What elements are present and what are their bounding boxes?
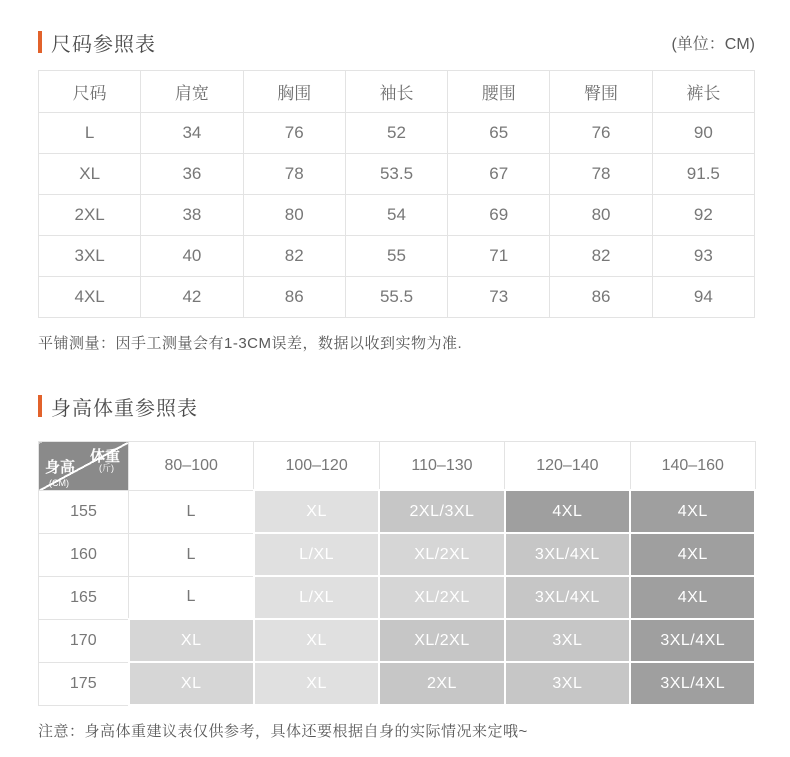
size-column-header: 胸围: [243, 71, 345, 113]
height-label-cell: 160: [39, 533, 129, 576]
measurement-cell: 71: [448, 236, 550, 277]
size-reference-table: [38, 70, 755, 318]
accent-bar-icon: [38, 395, 42, 417]
recommended-size-cell: 4XL: [505, 490, 630, 533]
size-section-header: [38, 28, 755, 56]
recommended-size-cell: L/XL: [254, 576, 379, 619]
measurement-cell: 67: [448, 154, 550, 195]
size-table-row: [39, 113, 755, 154]
measurement-cell: 42: [141, 277, 243, 318]
recommended-size-cell: L: [129, 576, 254, 619]
recommended-size-cell: L: [129, 533, 254, 576]
size-label-cell: L: [39, 113, 141, 154]
measurement-cell: 69: [448, 195, 550, 236]
size-column-header: 尺码: [39, 71, 141, 113]
measurement-cell: 54: [345, 195, 447, 236]
measurement-cell: 92: [652, 195, 754, 236]
measurement-cell: 65: [448, 113, 550, 154]
size-column-header: 臀围: [550, 71, 652, 113]
recommended-size-cell: XL/2XL: [379, 576, 504, 619]
accent-bar-icon: [38, 31, 42, 53]
recommended-size-cell: L/XL: [254, 533, 379, 576]
measurement-cell: 38: [141, 195, 243, 236]
recommended-size-cell: 4XL: [630, 490, 755, 533]
measurement-cell: 82: [550, 236, 652, 277]
measurement-cell: 52: [345, 113, 447, 154]
matrix-row: [39, 490, 756, 533]
measurement-cell: 93: [652, 236, 754, 277]
measurement-cell: 86: [243, 277, 345, 318]
size-table-row: [39, 277, 755, 318]
measurement-cell: 91.5: [652, 154, 754, 195]
matrix-row: [39, 662, 756, 705]
recommended-size-cell: XL: [254, 490, 379, 533]
recommended-size-cell: 3XL/4XL: [630, 619, 755, 662]
size-table-row: [39, 154, 755, 195]
size-label-cell: 3XL: [39, 236, 141, 277]
measurement-cell: 78: [243, 154, 345, 195]
measurement-cell: 86: [550, 277, 652, 318]
measurement-cell: 40: [141, 236, 243, 277]
recommended-size-cell: 2XL/3XL: [379, 490, 504, 533]
recommended-size-cell: 3XL: [505, 619, 630, 662]
matrix-header-row: [39, 442, 756, 491]
height-label-cell: 170: [39, 619, 129, 662]
measurement-cell: 34: [141, 113, 243, 154]
size-column-header: 袖长: [345, 71, 447, 113]
measurement-cell: 36: [141, 154, 243, 195]
height-weight-table: [38, 441, 756, 706]
matrix-row: [39, 533, 756, 576]
recommended-size-cell: XL: [129, 662, 254, 705]
weight-range-header: 120–140: [505, 442, 630, 491]
measurement-cell: 76: [243, 113, 345, 154]
weight-axis-unit: (斤): [99, 463, 114, 473]
matrix-row: [39, 619, 756, 662]
height-axis-unit: (CM): [49, 477, 69, 488]
height-label-cell: 175: [39, 662, 129, 705]
measurement-cell: 90: [652, 113, 754, 154]
size-table-title: 尺码参照表: [51, 33, 156, 56]
measurement-cell: 53.5: [345, 154, 447, 195]
matrix-row: [39, 576, 756, 619]
size-table-row: [39, 195, 755, 236]
advice-note: 注意：身高体重建议表仅供参考，具体还要根据自身的实际情况来定哦~: [38, 723, 528, 740]
recommended-size-cell: 3XL/4XL: [630, 662, 755, 705]
measurement-cell: 78: [550, 154, 652, 195]
weight-range-header: 100–120: [254, 442, 379, 491]
recommended-size-cell: 3XL: [505, 662, 630, 705]
size-column-header: 肩宽: [141, 71, 243, 113]
unit-label: (单位：CM): [671, 35, 755, 53]
recommended-size-cell: XL/2XL: [379, 533, 504, 576]
recommended-size-cell: L: [129, 490, 254, 533]
height-weight-section-header: [38, 392, 755, 420]
recommended-size-cell: XL: [254, 662, 379, 705]
recommended-size-cell: 2XL: [379, 662, 504, 705]
weight-range-header: 140–160: [630, 442, 755, 491]
recommended-size-cell: 3XL/4XL: [505, 533, 630, 576]
size-table-row: [39, 236, 755, 277]
measurement-cell: 55.5: [345, 277, 447, 318]
recommended-size-cell: XL: [129, 619, 254, 662]
measurement-cell: 76: [550, 113, 652, 154]
recommended-size-cell: XL/2XL: [379, 619, 504, 662]
weight-axis-label: 体重: [89, 448, 120, 465]
weight-range-header: 80–100: [129, 442, 254, 491]
recommended-size-cell: XL: [254, 619, 379, 662]
size-label-cell: XL: [39, 154, 141, 195]
measurement-note: 平铺测量：因手工测量会有1-3CM误差，数据以收到实物为准.: [38, 335, 463, 352]
size-label-cell: 4XL: [39, 277, 141, 318]
measurement-cell: 82: [243, 236, 345, 277]
measurement-cell: 55: [345, 236, 447, 277]
size-column-header: 腰围: [448, 71, 550, 113]
size-column-header: 裤长: [652, 71, 754, 113]
recommended-size-cell: 4XL: [630, 576, 755, 619]
size-table-header-row: [39, 71, 755, 113]
recommended-size-cell: 3XL/4XL: [505, 576, 630, 619]
corner-diagonal-cell: [39, 442, 129, 491]
height-axis-label: 身高: [45, 458, 76, 476]
measurement-cell: 80: [550, 195, 652, 236]
height-label-cell: 155: [39, 490, 129, 533]
height-weight-title: 身高体重参照表: [51, 397, 198, 420]
measurement-cell: 80: [243, 195, 345, 236]
recommended-size-cell: 4XL: [630, 533, 755, 576]
height-label-cell: 165: [39, 576, 129, 619]
measurement-cell: 73: [448, 277, 550, 318]
weight-range-header: 110–130: [379, 442, 504, 491]
measurement-cell: 94: [652, 277, 754, 318]
size-label-cell: 2XL: [39, 195, 141, 236]
